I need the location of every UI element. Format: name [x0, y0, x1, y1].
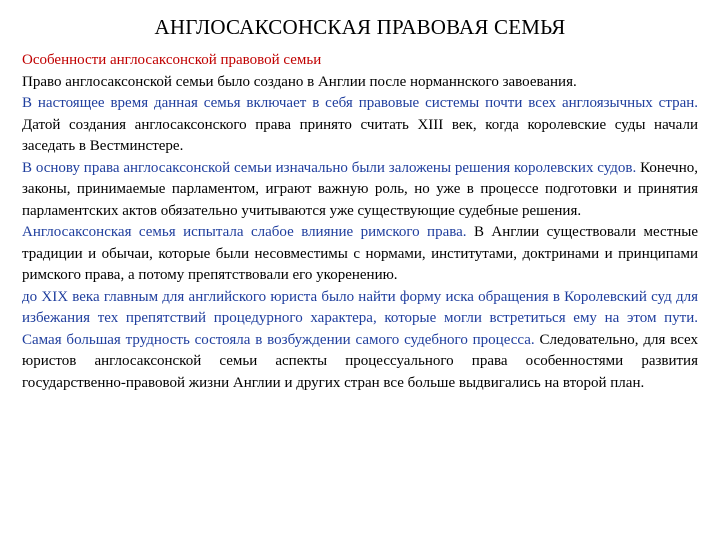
paragraph-scope-highlight: В настоящее время данная семья включает в себя правовые системы почти всех англоязычных стран. — [22, 95, 698, 111]
paragraph-roman-influence-highlight: Англосаксонская семья испытала слабое влияние римского права. — [22, 224, 467, 240]
paragraph-origin — [22, 72, 698, 94]
paragraph-basis-highlight: В основу права англосаксонской семьи изначально были заложены решения королевских судов. — [22, 159, 637, 176]
paragraph-procedure-highlight: до XIX века главным для английского юриста было найти форму иска обращения в Королевский суд для избежания тех препятствий процедурного характера, которые могли встретиться ему на этом пути. Самая большая трудность состояла в возбуждении самого судебного процесса. — [22, 288, 698, 348]
paragraph-procedure — [22, 287, 698, 395]
paragraph-origin-text: Право англосаксонской семьи было создано в Англии после норманнского завоевания. — [22, 73, 577, 90]
slide-title: АНГЛОСАКСОНСКАЯ ПРАВОВАЯ СЕМЬЯ — [154, 15, 566, 39]
paragraph-basis — [22, 158, 698, 223]
paragraph-roman-influence-text: В Англии существовали местные традиции и обычаи, которые были несовместимы с нормами, институтами, доктринами и принципами римского права, а потому препятствовали его укоренению. — [22, 224, 699, 283]
paragraph-scope — [22, 93, 698, 158]
paragraph-scope-text: Датой создания англосаксонского права принято считать XIII век, когда королевские суды начали заседать в Вестминстере. — [22, 116, 698, 154]
slide-subtitle: Особенности англосаксонской правовой семьи — [22, 52, 322, 68]
slide-body — [22, 50, 698, 394]
paragraph-procedure-text: Следовательно, для всех юристов англосаксонской семьи аспекты процессуального права особенностями развития государственно-правовой жизни Англии и других стран все больше выдвигались на второй план. — [22, 331, 698, 391]
paragraph-roman-influence — [22, 222, 698, 287]
paragraph-basis-text: Конечно, законы, принимаемые парламентом, играют важную роль, но уже в процессе подготовки и принятия парламентских актов обязательно учитываются уже существующие судебные решения. — [22, 159, 699, 219]
